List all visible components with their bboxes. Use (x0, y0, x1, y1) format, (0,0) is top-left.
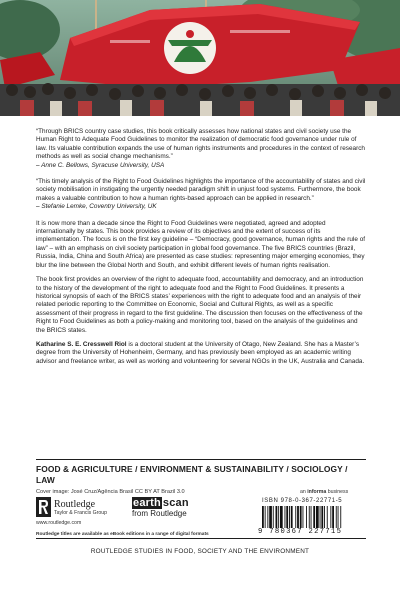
endorsement-1-text: “Through BRICS country case studies, this book critically assesses how national states and civil society use the Human Right to Adequate Food Guidelines to monitor the realization of democratic food governance under rule of law. Its valuable contribution expands the use of human rights instruments and procedures in the context of research methods as well as social change mechanisms.” (36, 128, 365, 161)
earthscan-word-a: earth (133, 497, 161, 509)
endorsement-2 (36, 178, 366, 212)
cover-photo (0, 0, 400, 116)
informa-brand: informa (307, 489, 327, 495)
isbn-barcode (262, 506, 368, 528)
subject-rule-top (36, 459, 366, 460)
author-name: Katharine S. E. Cresswell Riol (36, 340, 127, 348)
protest-banner-image (0, 0, 400, 116)
routledge-logo (36, 497, 126, 527)
barcode-number: 9 780367 227715 (258, 528, 343, 536)
back-cover-text (36, 128, 366, 372)
publisher-group: Taylor & Francis Group (54, 510, 108, 516)
series-rule (36, 538, 366, 539)
ebook-note: Routledge titles are available as eBook editions in a range of digital formats (36, 532, 209, 537)
informa-business-tag (300, 489, 348, 495)
subject-categories: FOOD & AGRICULTURE / ENVIRONMENT & SUSTAINABILITY / SOCIOLOGY / LAW (36, 464, 348, 485)
endorsement-2-attribution: – Stefanie Lemke, Coventry University, UK (36, 203, 157, 211)
description-paragraph-1: It is now more than a decade since the Right to Food Guidelines were negotiated, agreed and adopted internationally by states. This book provides a review of its objectives and the extent of success of its implementation. The focus is on the first key guideline – “Democracy, good governance, human rights and the rule of law” – with an emphasis on civil society participation in global food governance. The five BRICS countries (Brazil, Russia, India, China and South Africa) are presented as case studies: representing major emerging economies, they blur the line between the Global North and South, and exhibit different levels of human rights realisation. (36, 219, 366, 269)
publisher-name: Routledge (54, 499, 96, 510)
endorsement-1-attribution: – Anne C. Bellows, Syracuse University, USA (36, 161, 165, 169)
cover-image-credit: Cover image: José Cruz/Agência Brasil CC BY AT Brazil 3.0 (36, 489, 185, 495)
earthscan-word-b: scan (162, 497, 189, 509)
endorsement-1 (36, 128, 366, 170)
earthscan-wordmark (132, 498, 204, 509)
isbn-label: ISBN 978-0-367-22771-5 (262, 498, 343, 504)
earthscan-logo (132, 498, 204, 519)
informa-prefix: an (300, 489, 308, 495)
routledge-r-icon (36, 497, 51, 517)
informa-suffix: business (326, 489, 349, 495)
author-bio-text: is a doctoral student at the University of Otago, New Zealand. She has a Master’s degree from the University of Hohenheim, Germany, and has previously been employed as an academic writing advisor and freelance writer, as well as working and volunteering for several NGOs in the UK, Australia and Canada. (36, 340, 365, 365)
author-bio (36, 341, 366, 366)
publisher-url: www.routledge.com (36, 520, 82, 526)
series-title: ROUTLEDGE STUDIES IN FOOD, SOCIETY AND THE ENVIRONMENT (90, 548, 310, 555)
description-paragraph-2: The book first provides an overview of the right to adequate food, accountability and democracy, and an introduction to the history of the development of the right to adequate food and the Right to Food Guidelines. It presents a historical synopsis of each of the BRICS states’ experiences with the right to adequate food and an analysis of their related periodic reporting to the Committee on Economic, Social and Cultural Rights, as well as a specific assessment of their progress in regard to the first guideline. The discussion then focuses on the effectiveness of the Right to Food Guidelines as both a policy-making and monitoring tool, based on the analysis of the guidelines and the BRICS states. (36, 276, 364, 334)
endorsement-2-text: “This timely analysis of the Right to Food Guidelines highlights the importance of the accountability of states and civil society mobilisation in instigating the urgently needed paradigm shift in unjust food systems. Furthermore, the book makes a valuable contribution to how a human rights-based approach can be applied in research.” (36, 178, 366, 202)
earthscan-from: from Routledge (132, 509, 187, 518)
